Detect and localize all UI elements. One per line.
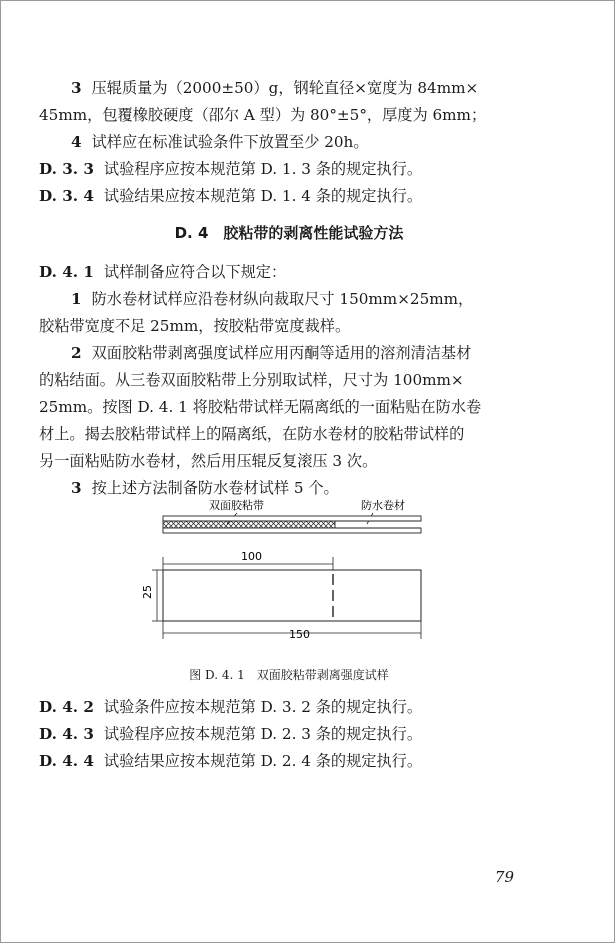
dim-100-label: 100: [241, 550, 262, 563]
dim-25-label: 25: [141, 585, 154, 599]
section-view: [163, 516, 421, 533]
clause-number: D. 3. 3: [39, 160, 94, 178]
clause-d33: D. 3. 3 试验程序应按本规范第 D. 1. 3 条的规定执行。: [39, 156, 539, 183]
label-waterproof-membrane: 防水卷材: [361, 499, 405, 512]
d41-item-1-line-2: 胶粘带宽度不足 25mm，按胶粘带宽度裁样。: [39, 317, 351, 335]
item-4: 4 试样应在标准试验条件下放置至少 20h。: [39, 129, 571, 156]
d41-item-2-line-5: 另一面粘贴防水卷材，然后用压辊反复滚压 3 次。: [39, 452, 378, 470]
plan-view: [141, 550, 421, 641]
figure-d41: [1, 491, 615, 691]
d41-item-1-line-1: 1 防水卷材试样应沿卷材纵向裁取尺寸 150mm×25mm，: [39, 286, 571, 313]
membrane-strip-top: [163, 516, 421, 521]
item-number: 1: [71, 290, 82, 308]
clause-number: D. 3. 4: [39, 187, 94, 205]
dim-150-label: 150: [289, 628, 310, 641]
item-number: 3: [71, 479, 82, 497]
membrane-strip-bottom: [163, 528, 421, 533]
clause-d44: D. 4. 4 试验结果应按本规范第 D. 2. 4 条的规定执行。: [39, 748, 539, 775]
d41-item-3: 3 按上述方法制备防水卷材试样 5 个。: [39, 475, 571, 502]
item-3-line-1: 3 压辊质量为（2000±50）g，钢轮直径×宽度为 84mm×: [39, 75, 571, 102]
item-number: 4: [71, 133, 82, 151]
d41-item-2-line-2: 的粘结面。从三卷双面胶粘带上分别取试样，尺寸为 100mm×: [39, 371, 464, 389]
specimen-outline: [163, 570, 421, 621]
clause-d43: D. 4. 3 试验程序应按本规范第 D. 2. 3 条的规定执行。: [39, 721, 539, 748]
clause-d34: D. 3. 4 试验结果应按本规范第 D. 1. 4 条的规定执行。: [39, 183, 539, 210]
d41-item-2-line-1: 2 双面胶粘带剥离强度试样应用丙酮等适用的溶剂清洁基材: [39, 340, 571, 367]
clause-number: D. 4. 2: [39, 698, 94, 716]
d41-item-2-line-4: 材上。揭去胶粘带试样上的隔离纸，在防水卷材的胶粘带试样的: [39, 425, 465, 443]
item-3-line-2: 45mm，包覆橡胶硬度（邵尔 A 型）为 80°±5°，厚度为 6mm；: [39, 106, 487, 124]
item-number: 3: [71, 79, 82, 97]
clause-number: D. 4. 1: [39, 263, 94, 281]
clause-d41: D. 4. 1 试样制备应符合以下规定：: [39, 259, 539, 286]
page-number: 79: [494, 868, 514, 886]
clause-d42: D. 4. 2 试验条件应按本规范第 D. 3. 2 条的规定执行。: [39, 694, 539, 721]
tape-layer: [163, 521, 335, 528]
label-double-sided-tape: 双面胶粘带: [209, 499, 264, 512]
item-number: 2: [71, 344, 82, 362]
figure-caption: 图 D. 4. 1 双面胶粘带剥离强度试样: [189, 668, 389, 682]
clause-number: D. 4. 3: [39, 725, 94, 743]
section-title: D. 4 胶粘带的剥离性能试验方法: [174, 224, 404, 242]
clause-number: D. 4. 4: [39, 752, 94, 770]
d41-item-2-line-3: 25mm。按图 D. 4. 1 将胶粘带试样无隔离纸的一面粘贴在防水卷: [39, 398, 482, 416]
